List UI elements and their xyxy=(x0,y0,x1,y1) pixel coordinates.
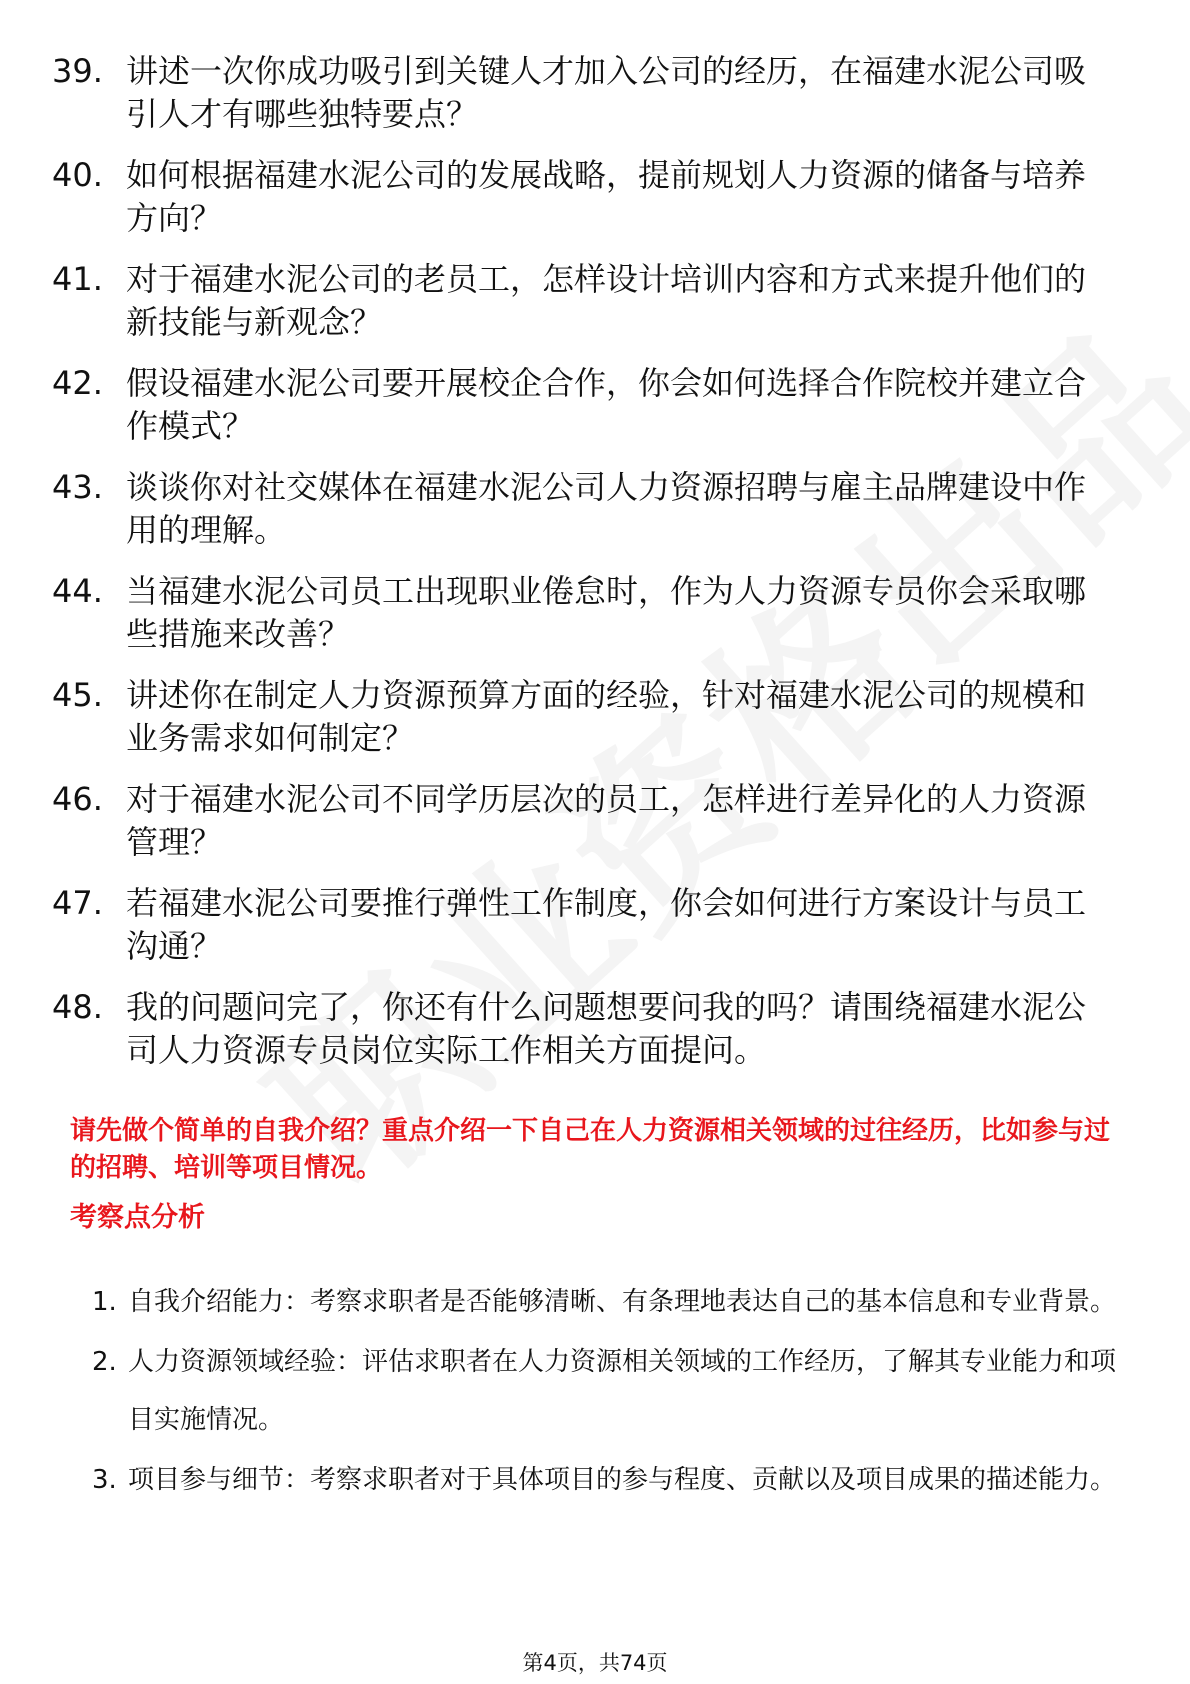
question-number: 46. xyxy=(52,780,103,818)
analysis-item xyxy=(92,1333,1122,1449)
question-text: 当福建水泥公司员工出现职业倦怠时，作为人力资源专员你会采取哪些措施来改善？ xyxy=(126,572,1087,653)
question-number: 44. xyxy=(52,572,103,610)
question-item xyxy=(52,258,1112,344)
question-number: 39. xyxy=(52,52,103,90)
question-number: 41. xyxy=(52,260,103,298)
question-text: 讲述你在制定人力资源预算方面的经验，针对福建水泥公司的规模和业务需求如何制定？ xyxy=(126,676,1087,757)
analysis-text: 项目参与细节：考察求职者对于具体项目的参与程度、贡献以及项目成果的描述能力。 xyxy=(128,1465,1117,1495)
analysis-number: 3. xyxy=(92,1465,117,1495)
question-item xyxy=(52,882,1112,968)
analysis-title: 考察点分析 xyxy=(70,1202,205,1233)
question-text: 讲述一次你成功吸引到关键人才加入公司的经历，在福建水泥公司吸引人才有哪些独特要点？ xyxy=(126,52,1087,133)
question-item xyxy=(52,50,1112,136)
analysis-list xyxy=(92,1273,1122,1511)
question-number: 47. xyxy=(52,884,103,922)
question-number: 42. xyxy=(52,364,103,402)
question-text: 谈谈你对社交媒体在福建水泥公司人力资源招聘与雇主品牌建设中作用的理解。 xyxy=(126,468,1087,549)
question-text: 对于福建水泥公司的老员工，怎样设计培训内容和方式来提升他们的新技能与新观念？ xyxy=(126,260,1087,341)
analysis-item xyxy=(92,1451,1122,1509)
question-number: 45. xyxy=(52,676,103,714)
question-text: 假设福建水泥公司要开展校企合作，你会如何选择合作院校并建立合作模式？ xyxy=(126,364,1087,445)
page-footer: 第4页，共74页 xyxy=(522,1651,668,1675)
highlight-question: 请先做个简单的自我介绍？重点介绍一下自己在人力资源相关领域的过往经历，比如参与过的招聘、培训等项目情况。 xyxy=(70,1116,1111,1183)
question-text: 我的问题问完了，你还有什么问题想要问我的吗？请围绕福建水泥公司人力资源专员岗位实际工作相关方面提问。 xyxy=(126,988,1087,1069)
question-item xyxy=(52,986,1112,1072)
question-item xyxy=(52,362,1112,448)
question-item xyxy=(52,570,1112,656)
question-number: 48. xyxy=(52,988,103,1026)
question-item xyxy=(52,466,1112,552)
question-text: 对于福建水泥公司不同学历层次的员工，怎样进行差异化的人力资源管理？ xyxy=(126,780,1087,861)
question-list xyxy=(52,50,1112,1090)
question-item xyxy=(52,674,1112,760)
analysis-text: 人力资源领域经验：评估求职者在人力资源相关领域的工作经历，了解其专业能力和项目实施情况。 xyxy=(128,1347,1117,1435)
analysis-text: 自我介绍能力：考察求职者是否能够清晰、有条理地表达自己的基本信息和专业背景。 xyxy=(128,1287,1117,1317)
question-text: 若福建水泥公司要推行弹性工作制度，你会如何进行方案设计与员工沟通？ xyxy=(126,884,1087,965)
question-number: 40. xyxy=(52,156,103,194)
question-text: 如何根据福建水泥公司的发展战略，提前规划人力资源的储备与培养方向？ xyxy=(126,156,1087,237)
question-item xyxy=(52,778,1112,864)
question-number: 43. xyxy=(52,468,103,506)
question-item xyxy=(52,154,1112,240)
analysis-item xyxy=(92,1273,1122,1331)
analysis-number: 2. xyxy=(92,1347,117,1377)
analysis-number: 1. xyxy=(92,1287,117,1317)
